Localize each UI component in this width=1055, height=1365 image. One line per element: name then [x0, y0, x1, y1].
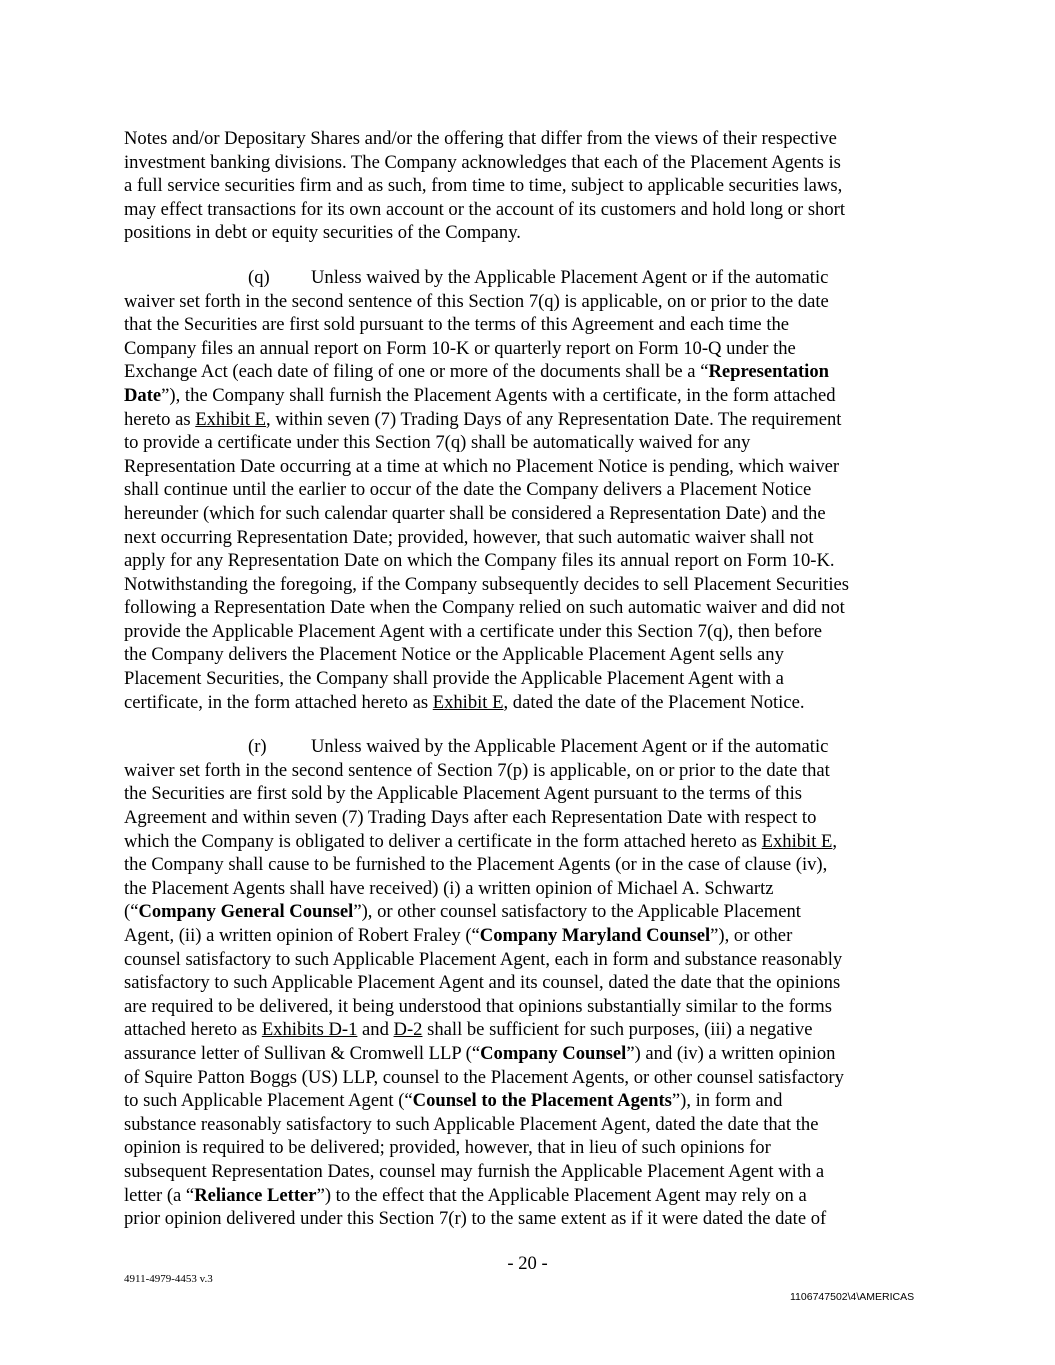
text-line: satisfactory to such Applicable Placement Agent and its counsel, dated the date that the opinions: [124, 972, 841, 994]
text-line: Agent, (ii) a written opinion of Robert Fraley (“Company Maryland Counsel”), or other: [124, 925, 793, 946]
text-line: the Securities are first sold by the Applicable Placement Agent pursuant to the terms of this: [124, 783, 802, 805]
text-line: Date”), the Company shall furnish the Placement Agents with a certificate, in the form attached: [124, 384, 836, 406]
text-line: of Squire Patton Boggs (US) LLP, counsel to the Placement Agents, or other counsel satisfactory: [124, 1066, 844, 1088]
exhibit-e-reference: Exhibit E: [195, 408, 267, 430]
text-line: (r) Unless waived by the Applicable Placement Agent or if the automatic: [248, 736, 829, 758]
text-line: subsequent Representation Dates, counsel may furnish the Applicable Placement Agent with a: [124, 1160, 825, 1182]
text-line: the Placement Agents shall have received) (i) a written opinion of Michael A. Schwartz: [124, 877, 774, 899]
text-line: apply for any Representation Date on which the Company files its annual report on Form 10-K.: [124, 550, 835, 572]
document-id: 4911-4979-4453 v.3: [124, 1273, 213, 1285]
text-line: are required to be delivered, it being understood that opinions substantially similar to the forms: [124, 995, 832, 1017]
text-line: opinion is required to be delivered; provided, however, that in lieu of such opinions for: [124, 1137, 771, 1159]
paragraph-gap: [124, 714, 944, 735]
text-line: substance reasonably satisfactory to such Applicable Placement Agent, dated the date that the: [124, 1113, 819, 1135]
text-line: shall continue until the earlier to occur of the date the Company delivers a Placement Notice: [124, 479, 812, 501]
text-line: Exchange Act (each date of filing of one or more of the documents shall be a “Representation: [124, 361, 829, 383]
text-line: Agreement and within seven (7) Trading Days after each Representation Date with respect to: [124, 807, 817, 829]
text-line: investment banking divisions. The Company acknowledges that each of the Placement Agents is: [124, 151, 841, 173]
text-line: that the Securities are first sold pursuant to the terms of this Agreement and each time the: [124, 314, 790, 336]
text-line: Placement Securities, the Company shall provide the Applicable Placement Agent with a: [124, 668, 784, 690]
defined-term: Counsel to the Placement Agents: [412, 1090, 672, 1112]
exhibit-e-reference: Exhibit E: [432, 691, 504, 713]
text-line: prior opinion delivered under this Section 7(r) to the same extent as if it were dated the date of: [124, 1208, 827, 1230]
text-line: (q) Unless waived by the Applicable Placement Agent or if the automatic: [248, 266, 829, 288]
text-line: assurance letter of Sullivan & Cromwell LLP (“Company Counsel”) and (iv) a written opinion: [124, 1042, 836, 1064]
paragraph-gap: [124, 245, 944, 266]
text-line: the Company shall cause to be furnished to the Placement Agents (or in the case of clause (iv),: [124, 854, 828, 876]
text-line: certificate, in the form attached hereto as Exhibit E, dated the date of the Placement Notice.: [124, 691, 805, 713]
defined-term: Company Maryland Counsel: [479, 925, 711, 946]
text-line: may effect transactions for its own account or the account of its customers and hold long or short: [124, 198, 846, 220]
text-line: to such Applicable Placement Agent (“Counsel to the Placement Agents”), in form and: [124, 1090, 783, 1112]
paragraph-p-continuation: [124, 127, 944, 245]
text-line: Company files an annual report on Form 10-K or quarterly report on Form 10-Q under the: [124, 337, 796, 359]
text-line: next occurring Representation Date; provided, however, that such automatic waiver shall not: [124, 526, 814, 548]
text-line: hereunder (which for such calendar quarter shall be considered a Representation Date) and the: [124, 502, 826, 524]
exhibit-d2-reference: D-2: [393, 1019, 423, 1041]
section-q-paragraph: [124, 266, 944, 714]
text-line: counsel satisfactory to such Applicable Placement Agent, each in form and substance reasonably: [124, 948, 843, 970]
text-line: which the Company is obligated to deliver a certificate in the form attached hereto as Exhibit E,: [124, 830, 838, 852]
defined-term: Representation: [708, 361, 829, 383]
text-line: a full service securities firm and as such, from time to time, subject to applicable securities laws,: [124, 175, 843, 197]
text-line: following a Representation Date when the Company relied on such automatic waiver and did not: [124, 597, 845, 619]
footer-code: 1106747502\4\AMERICAS: [790, 1291, 915, 1303]
defined-term: Company Counsel: [480, 1042, 627, 1064]
text-line: waiver set forth in the second sentence of this Section 7(q) is applicable, on or prior to the date: [124, 290, 829, 312]
text-line: Notes and/or Depositary Shares and/or the offering that differ from the views of their respective: [124, 128, 837, 149]
section-marker: (r): [248, 736, 267, 758]
text-line: attached hereto as Exhibits D-1 and D-2 shall be sufficient for such purposes, (iii) a negative: [124, 1019, 813, 1041]
text-line: to provide a certificate under this Section 7(q) shall be automatically waived for any: [124, 432, 751, 454]
section-marker: (q): [248, 266, 270, 288]
text-line: letter (a “Reliance Letter”) to the effect that the Applicable Placement Agent may rely on a: [124, 1184, 807, 1206]
section-r-paragraph: [124, 735, 944, 1230]
exhibit-d1-reference: Exhibits D-1: [261, 1019, 358, 1041]
text-line: Representation Date occurring at a time at which no Placement Notice is pending, which waiver: [124, 455, 840, 477]
document-body: [124, 127, 944, 1231]
text-line: hereto as Exhibit E, within seven (7) Trading Days of any Representation Date. The requirement: [124, 408, 842, 430]
text-line: provide the Applicable Placement Agent with a certificate under this Section 7(q), then before: [124, 620, 823, 642]
exhibit-e-reference: Exhibit E: [761, 830, 833, 852]
text-line: the Company delivers the Placement Notice or the Applicable Placement Agent sells any: [124, 644, 784, 666]
text-line: Notwithstanding the foregoing, if the Company subsequently decides to sell Placement Securities: [124, 573, 850, 595]
page-number: - 20 -: [507, 1253, 548, 1274]
defined-term: Company General Counsel: [138, 901, 354, 923]
defined-term: Date: [124, 384, 162, 406]
text-line: positions in debt or equity securities of the Company.: [124, 222, 521, 244]
text-line: (“Company General Counsel”), or other counsel satisfactory to the Applicable Placement: [124, 901, 801, 923]
defined-term: Reliance Letter: [194, 1184, 317, 1206]
text-line: waiver set forth in the second sentence of Section 7(p) is applicable, on or prior to the date that: [124, 759, 830, 781]
